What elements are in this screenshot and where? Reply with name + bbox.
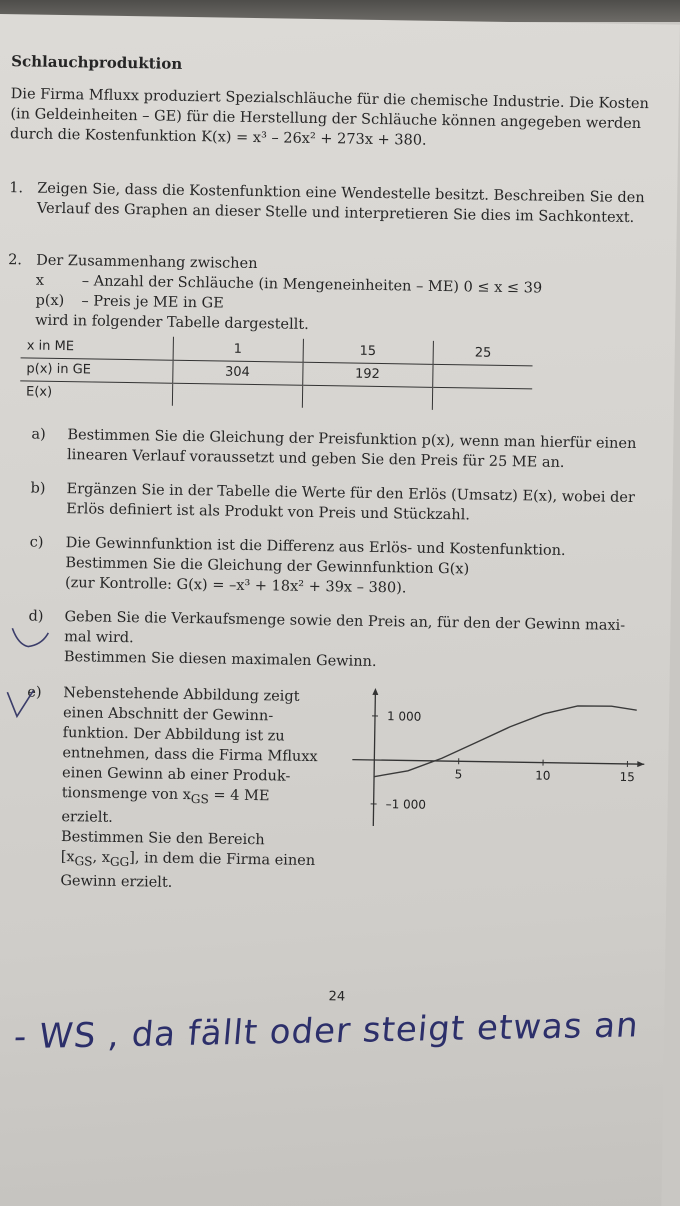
page-number: 24 <box>328 989 346 1005</box>
pencil-checkmark-e <box>3 686 44 727</box>
x-axis-arrow <box>637 761 644 767</box>
profit-function-chart <box>347 680 649 835</box>
subtask-b-label: b) <box>30 480 46 497</box>
task-1-number: 1. <box>9 180 24 197</box>
subtask-e-text2a: Bestimmen Sie den Bereich <box>60 828 265 849</box>
subtask-a <box>31 425 660 475</box>
subtask-a-label: a) <box>31 426 46 443</box>
subtask-c-text: Die Gewinnfunktion ist die Differenz aus Erlös- und Kostenfunktion. <box>65 535 566 559</box>
task-1 <box>9 178 660 228</box>
subtask-e-text: Nebenstehende Abbildung zeigt einen Abschnitt der Gewinn- funktion. Der Abbildung ist zu entnehmen, dass die Firma Mfluxx einen Gewinn ab einer Produk- tionsmenge von x <box>61 685 318 804</box>
var-x-description: – Anzahl der Schläuche (in Mengeneinheiten – ME) 0 ≤ x ≤ 39 <box>81 273 543 297</box>
interval-sep: , x <box>92 849 111 866</box>
subtask-d-label: d) <box>28 608 44 625</box>
subtask-c-text2: Bestimmen Sie die Gleichung der Gewinnfunktion G(x) <box>65 555 470 578</box>
subtask-d-text: Geben Sie die Verkaufsmenge sowie den Preis an, für den der Gewinn maxi- mal wird. <box>64 609 626 647</box>
subtask-c-label: c) <box>29 534 44 551</box>
subtask-e <box>24 683 343 896</box>
gs-value: = 4 ME <box>208 787 270 805</box>
x-tick-label: 15 <box>619 769 635 785</box>
task-2 <box>7 250 658 340</box>
subtask-d <box>28 607 657 677</box>
y-tick-label: 1 000 <box>386 709 422 724</box>
intro-text: Die Firma Mfluxx produziert Spezialschläuche für die chemische Industrie. Die Kosten (in Geldeinheiten – GE) für die Herstellung der Schläuche können angegeben werden durch die Kostenfunktion K(x) = x³ – 26x² + 273x + 380. <box>9 86 650 149</box>
table-cell: 25 <box>433 341 533 366</box>
var-px-description: – Preis je ME in GE <box>81 293 224 312</box>
table-row-header: x in ME <box>26 338 75 354</box>
subtask-e-label: e) <box>27 684 42 701</box>
table-cell <box>432 387 532 412</box>
subscript-gs: GS <box>190 791 209 807</box>
interval-open: [x <box>60 848 75 866</box>
table-cell: 15 <box>303 339 433 364</box>
subtask-b-text: Ergänzen Sie in der Tabelle die Werte für den Erlös (Umsatz) E(x), wobei der Erlös definiert ist als Produkt von Preis und Stückzahl. <box>66 481 635 524</box>
task-2-line1: Der Zusammenhang zwischen <box>36 252 258 273</box>
interval-sub-gg: GG <box>109 854 130 869</box>
table-row-header: p(x) in GE <box>20 357 172 382</box>
x-tick-label: 5 <box>454 767 463 782</box>
table-cell: 1 <box>173 337 303 362</box>
table-cell <box>172 383 302 408</box>
subtask-c-control: (zur Kontrolle: G(x) = –x³ + 18x² + 39x – 380). <box>64 575 407 597</box>
x-tick-label: 10 <box>535 768 551 783</box>
x-axis <box>352 760 644 765</box>
table-cell: 304 <box>172 360 302 385</box>
page-title: Schlauchproduktion <box>11 52 183 73</box>
subtask-e-interval-line <box>60 847 341 895</box>
table-cell: 192 <box>302 362 432 387</box>
subtask-b <box>30 479 659 529</box>
task-2-line4: wird in folgender Tabelle dargestellt. <box>35 312 309 333</box>
table-cell <box>302 385 432 410</box>
interval-close: ], <box>129 850 140 867</box>
subtask-d-text2: Bestimmen Sie diesen maximalen Gewinn. <box>63 649 377 670</box>
interval-sub-gs: GS <box>74 854 93 869</box>
subtask-c <box>29 533 658 603</box>
worksheet-page <box>0 14 680 1206</box>
task-1-text: Zeigen Sie, dass die Kostenfunktion eine Wendestelle besitzt. Beschreiben Sie den Verlauf des Graphen an dieser Stelle und interpretieren Sie dies im Sachkontext. <box>36 180 645 226</box>
table-row-header: E(x) <box>20 380 172 405</box>
subtask-e-text2b: in dem die Firma einen Gewinn erzielt. <box>60 850 316 891</box>
subtask-e-text-after: erzielt. <box>61 808 113 826</box>
task-2-number: 2. <box>8 252 23 269</box>
value-table <box>20 334 533 411</box>
var-px: p(x) <box>35 292 65 310</box>
var-x: x <box>35 272 45 289</box>
y-axis-arrow <box>372 688 378 695</box>
pencil-checkmark-d <box>8 614 53 655</box>
table-cell <box>432 364 532 389</box>
y-tick-label: –1 000 <box>385 797 427 812</box>
handwritten-note: - WS , da fällt oder steigt etwas an <box>12 1005 641 1058</box>
subtask-a-text: Bestimmen Sie die Gleichung der Preisfunktion p(x), wenn man hierfür einen linearen Verlauf voraussetzt und geben Sie den Preis für 25 ME an. <box>66 427 637 471</box>
